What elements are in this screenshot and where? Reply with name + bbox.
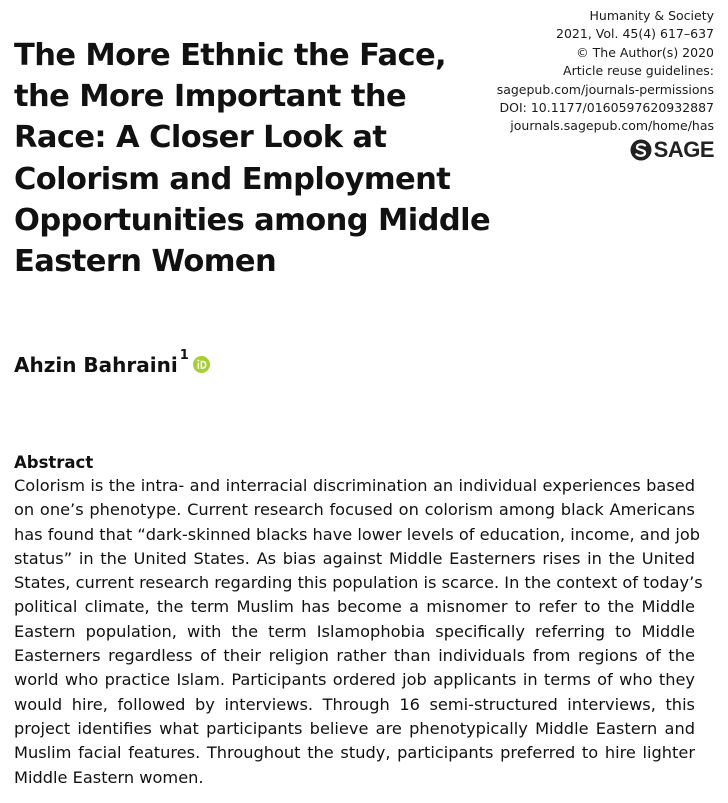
abstract-line: has found that “dark-skinned blacks have lower levels of education, income, and job bbox=[14, 524, 701, 544]
author-name[interactable]: Ahzin Bahraini bbox=[14, 353, 178, 377]
title-line: The More Ethnic the Face, bbox=[14, 38, 447, 73]
abstract-line: on one’s phenotype. Current research focused on colorism among black Americans bbox=[14, 500, 695, 520]
sage-logo-icon bbox=[630, 139, 652, 161]
copyright-notice: © The Author(s) 2020 bbox=[576, 44, 714, 60]
doi-link[interactable]: DOI: 10.1177/0160597620932887 bbox=[499, 100, 714, 116]
abstract-line: Muslim facial features. Throughout the study, participants preferred to hire lighter bbox=[14, 743, 695, 763]
journal-name: Humanity & Society bbox=[589, 8, 714, 23]
affiliation-marker[interactable]: 1 bbox=[179, 348, 189, 363]
abstract-line: States, current research regarding this population is scarce. In the context of today’s bbox=[14, 573, 703, 593]
title-line: Race: A Closer Look at bbox=[14, 120, 387, 156]
orcid-icon[interactable] bbox=[193, 356, 210, 373]
abstract-text bbox=[14, 474, 703, 790]
title-line: Colorism and Employment bbox=[14, 161, 451, 197]
abstract-line: world who practice Islam. Participants ordered job applicants in terms of who they bbox=[14, 670, 695, 690]
author-byline bbox=[14, 350, 210, 380]
abstract-line: Eastern population, with the term Islamophobia specifically referring to Middle bbox=[14, 621, 695, 641]
abstract-line: Colorism is the intra- and interracial discrimination an individual experiences based bbox=[14, 476, 695, 495]
title-line: the More Important the bbox=[14, 79, 407, 115]
permissions-link[interactable]: sagepub.com/journals-permissions bbox=[496, 81, 714, 97]
title-line: Eastern Women bbox=[14, 244, 277, 280]
abstract-line: would hire, followed by interviews. Through 16 semi-structured interviews, this bbox=[14, 694, 695, 714]
reuse-guidelines-label: Article reuse guidelines: bbox=[563, 63, 714, 79]
publisher-name: SAGE bbox=[653, 136, 714, 162]
article-title bbox=[14, 35, 514, 282]
abstract-line: Easterners regardless of their religion rather than individuals from regions of the bbox=[14, 646, 695, 666]
sage-logo bbox=[497, 138, 714, 162]
abstract-line: project identifies what participants believe are phenotypically Middle Eastern and bbox=[14, 718, 695, 738]
title-line: Opportunities among Middle bbox=[14, 202, 491, 238]
abstract-heading: Abstract bbox=[14, 453, 94, 472]
journal-citation: 2021, Vol. 45(4) 617–637 bbox=[556, 26, 714, 42]
abstract-line: political climate, the term Muslim has become a misnomer to refer to the Middle bbox=[14, 597, 695, 617]
journal-home-link[interactable]: journals.sagepub.com/home/has bbox=[510, 118, 714, 134]
abstract-line: status” in the United States. As bias against Middle Easterners rises in the United bbox=[14, 548, 695, 568]
journal-metadata bbox=[497, 7, 714, 162]
abstract-line: Middle Eastern women. bbox=[14, 767, 204, 787]
